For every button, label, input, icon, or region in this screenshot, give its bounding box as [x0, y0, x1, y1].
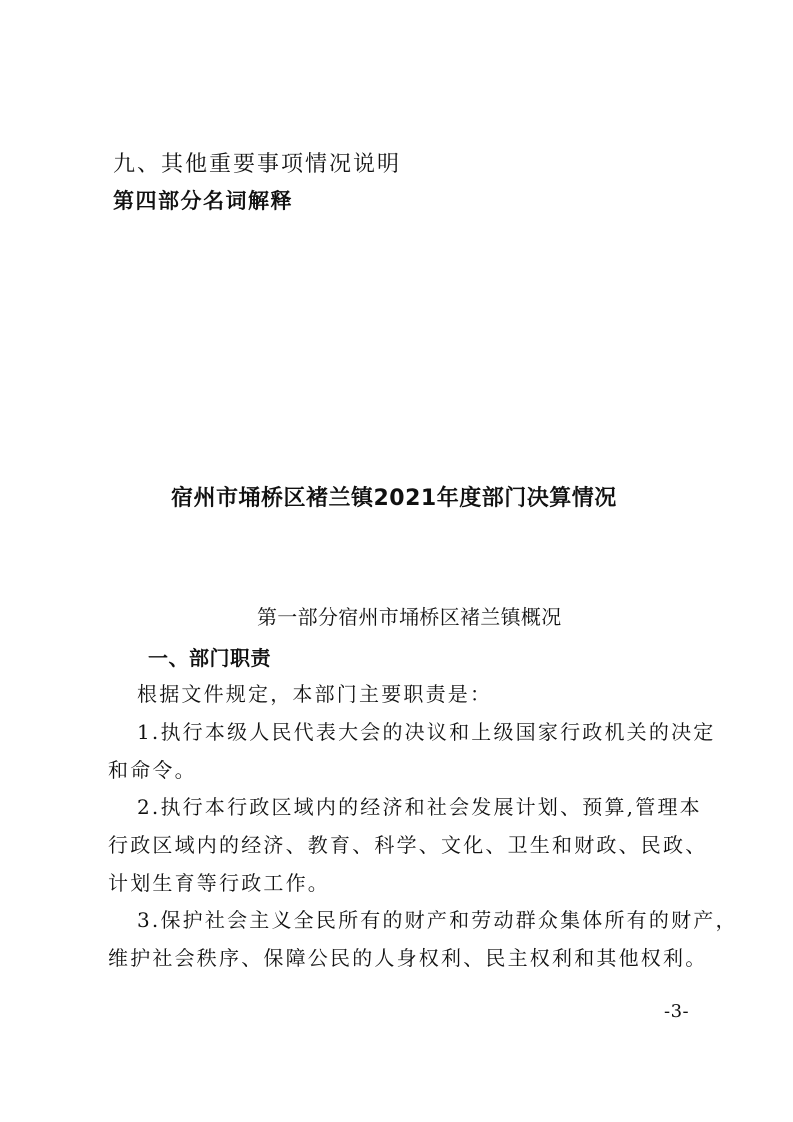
duty-2-line-3: 计划生育等行政工作。 [108, 871, 330, 895]
duty-3-line-2: 维护社会秩序、保障公民的人身权利、民主权利和其他权利。 [108, 946, 708, 970]
toc-part-four: 第四部分名词解释 [113, 189, 293, 213]
duty-2-line-2: 行政区域内的经济、教育、科学、文化、卫生和财政、民政、 [108, 833, 708, 857]
intro-paragraph: 根据文件规定，本部门主要职责是： [137, 682, 493, 706]
duty-3-line-1: 3.保护社会主义全民所有的财产和劳动群众集体所有的财产， [137, 908, 738, 932]
part-one-heading: 第一部分宿州市埇桥区褚兰镇概况 [257, 605, 562, 629]
duty-1-line-1: 1.执行本级人民代表大会的决议和上级国家行政机关的决定 [137, 720, 716, 744]
section-one-heading: 一、部门职责 [148, 646, 271, 670]
duty-2-line-1: 2.执行本行政区域内的经济和社会发展计划、预算,管理本 [137, 795, 702, 819]
page-number: -3- [664, 1001, 690, 1022]
toc-item-nine: 九、其他重要事项情况说明 [113, 152, 402, 177]
document-title: 宿州市埇桥区褚兰镇2021年度部门决算情况 [171, 486, 617, 511]
duty-1-line-2: 和命令。 [108, 758, 197, 782]
